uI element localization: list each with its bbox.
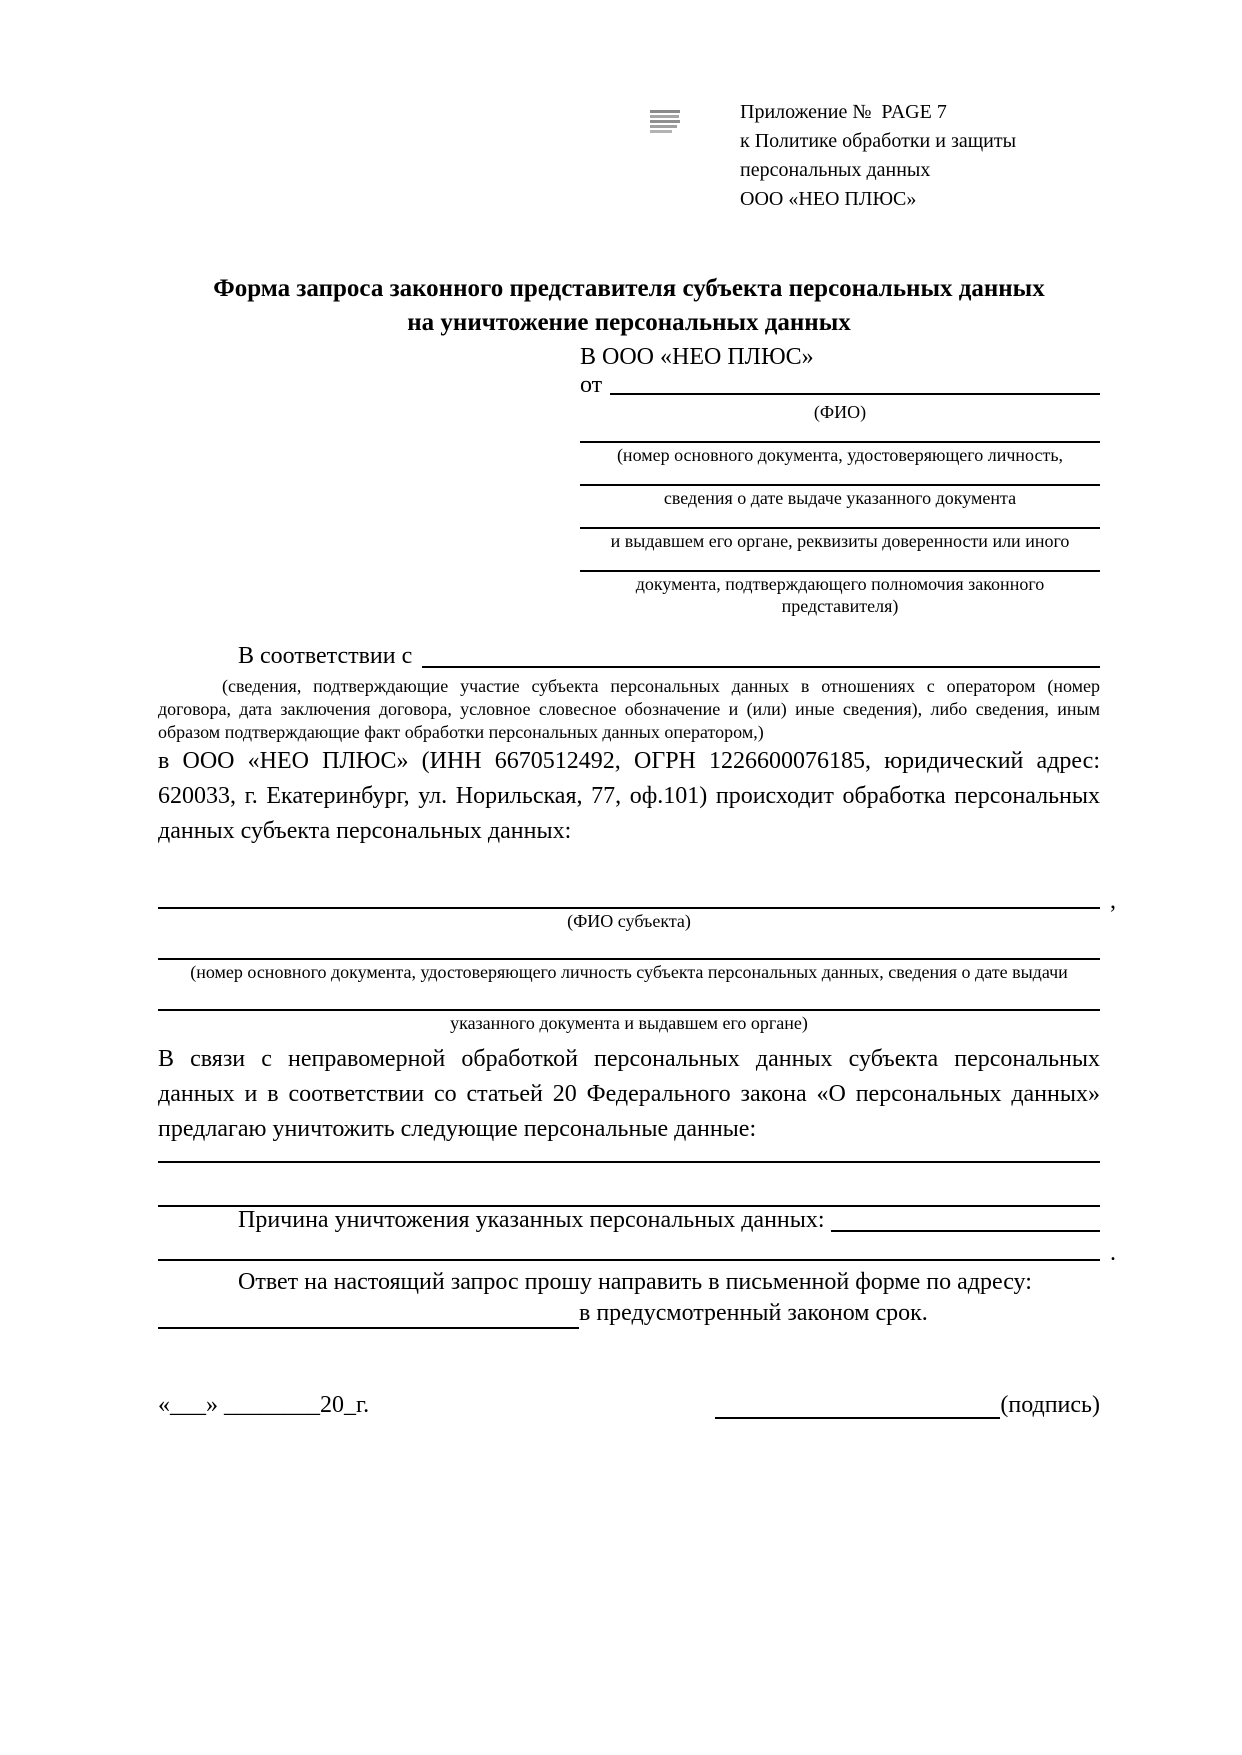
blank-line-document-number bbox=[580, 423, 1100, 443]
addressee-block bbox=[580, 342, 1100, 617]
caption-issuing-authority: и выдавшем его органе, реквизиты доверенности или иного bbox=[610, 531, 1070, 551]
trailing-period: . bbox=[1110, 1240, 1116, 1266]
accordance-row bbox=[158, 643, 1100, 673]
form-title bbox=[158, 272, 1100, 340]
signature-blank-line bbox=[715, 1392, 1000, 1419]
reason-row bbox=[158, 1207, 1100, 1237]
addressee-organization: В ООО «НЕО ПЛЮС» bbox=[580, 344, 814, 370]
reason-label: Причина уничтожения указанных персональных данных: bbox=[238, 1207, 825, 1233]
caption-fio: (ФИО) bbox=[813, 402, 867, 422]
appendix-number-line: Приложение № PAGE 7 bbox=[740, 101, 947, 123]
subject-fio-blank-line bbox=[158, 857, 1116, 914]
organization-name: ООО «НЕО ПЛЮС» bbox=[740, 188, 917, 210]
reply-address-row bbox=[158, 1300, 1100, 1334]
fine-print-note: (сведения, подтверждающие участие субъекта персональных данных в отношениях с оператором (номер договора, дата заключения договора, условное словесное обозначение и (или) иные сведения), либо сведения, иным образом подтверждающие факт обработки персональных данных оператором,) bbox=[158, 676, 1100, 742]
from-blank-line bbox=[610, 372, 1100, 395]
destruction-paragraph: В связи с неправомерной обработкой персональных данных субъекта персональных данных и в соответствии со статьей 20 Федерального закона «О персональных данных» предлагаю уничтожить следующие персональные данные: bbox=[158, 1046, 1100, 1142]
from-row bbox=[580, 372, 1100, 400]
caption-authority-document: документа, подтверждающего полномочия законного представителя) bbox=[635, 574, 1045, 616]
reply-address-blank-line bbox=[158, 1300, 579, 1329]
reply-deadline-text: в предусмотренный законом срок. bbox=[579, 1300, 928, 1326]
policy-reference-line2: персональных данных bbox=[740, 159, 931, 181]
subject-authority-blank-line bbox=[158, 983, 1100, 1011]
caption-issue-date: сведения о дате выдаче указанного документа bbox=[663, 488, 1017, 508]
blank-line-issuing-authority bbox=[580, 509, 1100, 529]
from-label: от bbox=[580, 372, 603, 398]
caption-subject-fio: (ФИО субъекта) bbox=[567, 911, 691, 931]
form-title-line2: на уничтожение персональных данных bbox=[407, 309, 851, 336]
reason-blank-line bbox=[831, 1207, 1100, 1232]
caption-subject-document: (номер основного документа, удостоверяющего личность субъекта персональных данных, сведения о дате выдачи bbox=[190, 962, 1068, 982]
footer-row bbox=[158, 1392, 1100, 1424]
policy-reference-line1: к Политике обработки и защиты bbox=[740, 130, 1017, 152]
signature-caption: (подпись) bbox=[1000, 1392, 1100, 1418]
document-header bbox=[158, 0, 1100, 208]
reply-request-line: Ответ на настоящий запрос прошу направить в письменной форме по адресу: bbox=[238, 1269, 1032, 1295]
caption-subject-authority: указанного документа и выдавшем его органе) bbox=[450, 1013, 808, 1033]
data-list-blank-line-2 bbox=[158, 1163, 1100, 1207]
form-body bbox=[158, 643, 1116, 1334]
subject-document-blank-line bbox=[158, 932, 1100, 960]
reason-continuation-blank-line bbox=[158, 1237, 1116, 1266]
embedded-object-icon bbox=[650, 110, 680, 136]
operator-paragraph: в ООО «НЕО ПЛЮС» (ИНН 6670512492, ОГРН 1226600076185, юридический адрес: 620033, г. Екатеринбург, ул. Норильская, 77, оф.101) происходит обработка персональных данных субъекта персональных данных: bbox=[158, 748, 1100, 844]
accordance-label: В соответствии с bbox=[238, 643, 413, 669]
date-line: «___» ________20_г. bbox=[158, 1392, 370, 1418]
appendix-block bbox=[740, 98, 1016, 214]
blank-line-issue-date bbox=[580, 466, 1100, 486]
data-list-blank-line-1 bbox=[158, 1147, 1100, 1163]
accordance-blank-line bbox=[422, 643, 1100, 668]
footer-spacer bbox=[369, 1392, 715, 1424]
trailing-comma: , bbox=[1110, 888, 1116, 914]
form-title-line1: Форма запроса законного представителя субъекта персональных данных bbox=[213, 275, 1045, 302]
blank-line-authority-document bbox=[580, 552, 1100, 572]
caption-document-number: (номер основного документа, удостоверяющего личность, bbox=[616, 445, 1064, 465]
